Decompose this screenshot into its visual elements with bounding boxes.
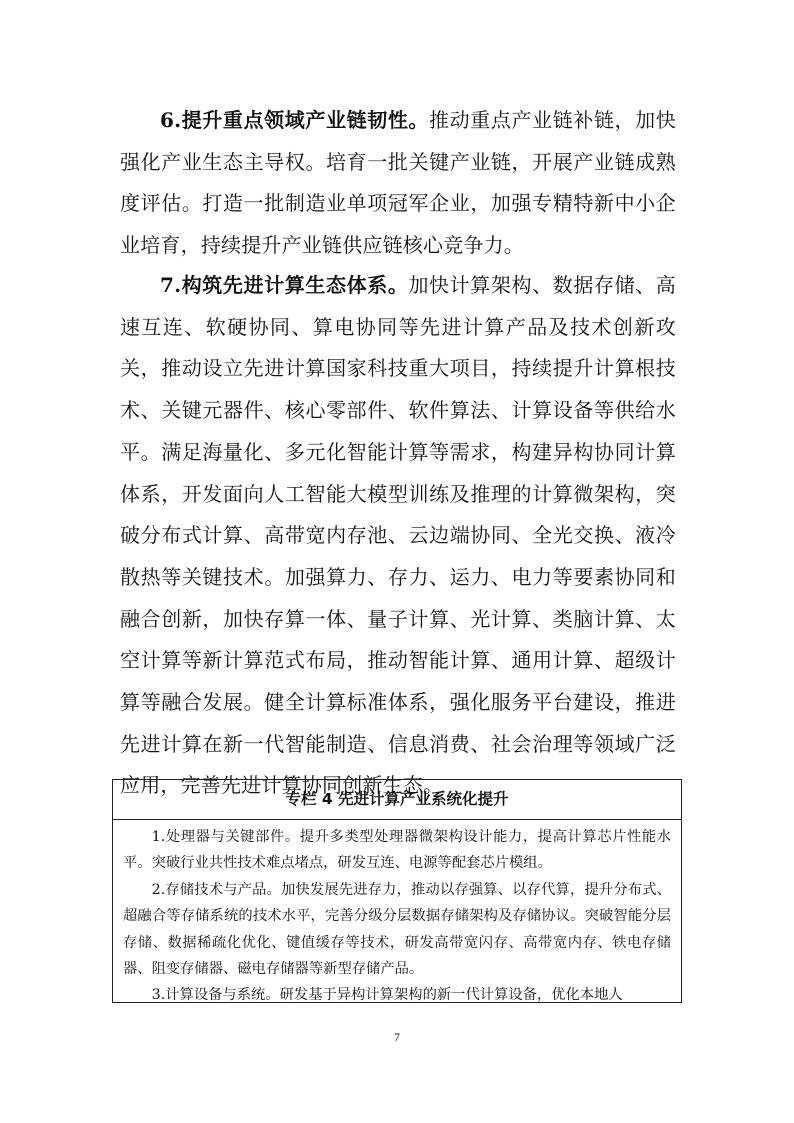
paragraph-text: 推动重点产业链补链，加快强化产业生态主导权。培育一批关键产业链，开展产业链成熟度评估。打造一批制造业单项冠军企业，加强专精特新中小企业培育，持续提升产业链供应链核心竞争力。 [120, 108, 676, 258]
paragraph-heading: 7.构筑先进计算生态体系。 [160, 273, 409, 297]
paragraph-industry-chain [120, 100, 676, 267]
paragraph-heading: 6.提升重点领域产业链韧性。 [160, 108, 430, 132]
box-item-devices: 3.计算设备与系统。研发基于异构计算架构的新一代计算设备，优化本地人 [151, 987, 623, 1004]
paragraph-text: 加快计算架构、数据存储、高速互连、软硬协同、算电协同等先进计算产品及技术创新攻关，推动设立先进计算国家科技重大项目，持续提升计算根技术、关键元器件、核心零部件、软件算法、计算设备等供给水平。满足海量化、多元化智能计算等需求，构建异构协同计算体系，开发面向人工智能大模型训练及推理的计算微架构，突破分布式计算、高带宽内存池、云边端协同、全光交换、液冷散热等关键技术。加强算力、存力、运力、电力等要素协同和融合创新，加快存算一体、量子计算、光计算、类脑计算、太空计算等新计算范式布局，推动智能计算、通用计算、超级计算等融合发展。健全计算标准体系，强化服务平台建设，推进先进计算在新一代智能制造、信息消费、社会治理等领域广泛应用，完善先进计算协同创新生态。 [120, 273, 676, 798]
box-item-storage: 2.存储技术与产品。加快发展先进存力，推动以存强算、以存代算，提升分布式、超融合等存储系统的技术水平，完善分级分层数据存储架构及存储协议。突破智能分层存储、数据稀疏化优化、键值缓存等技术，研发高带宽闪存、高带宽内存、铁电存储器、阻变存储器、磁电存储器等新型存储产品。 [123, 881, 671, 978]
box-title: 专栏 4 先进计算产业系统化提升 [113, 780, 681, 820]
box-body [113, 820, 681, 1009]
paragraph-advanced-computing [120, 265, 676, 807]
column-box [112, 779, 682, 1003]
page-number: 7 [394, 1030, 400, 1044]
box-item-processors: 1.处理器与关键部件。提升多类型处理器微架构设计能力，提高计算芯片性能水平。突破行业共性技术难点堵点，研发互连、电源等配套芯片模组。 [123, 829, 671, 872]
